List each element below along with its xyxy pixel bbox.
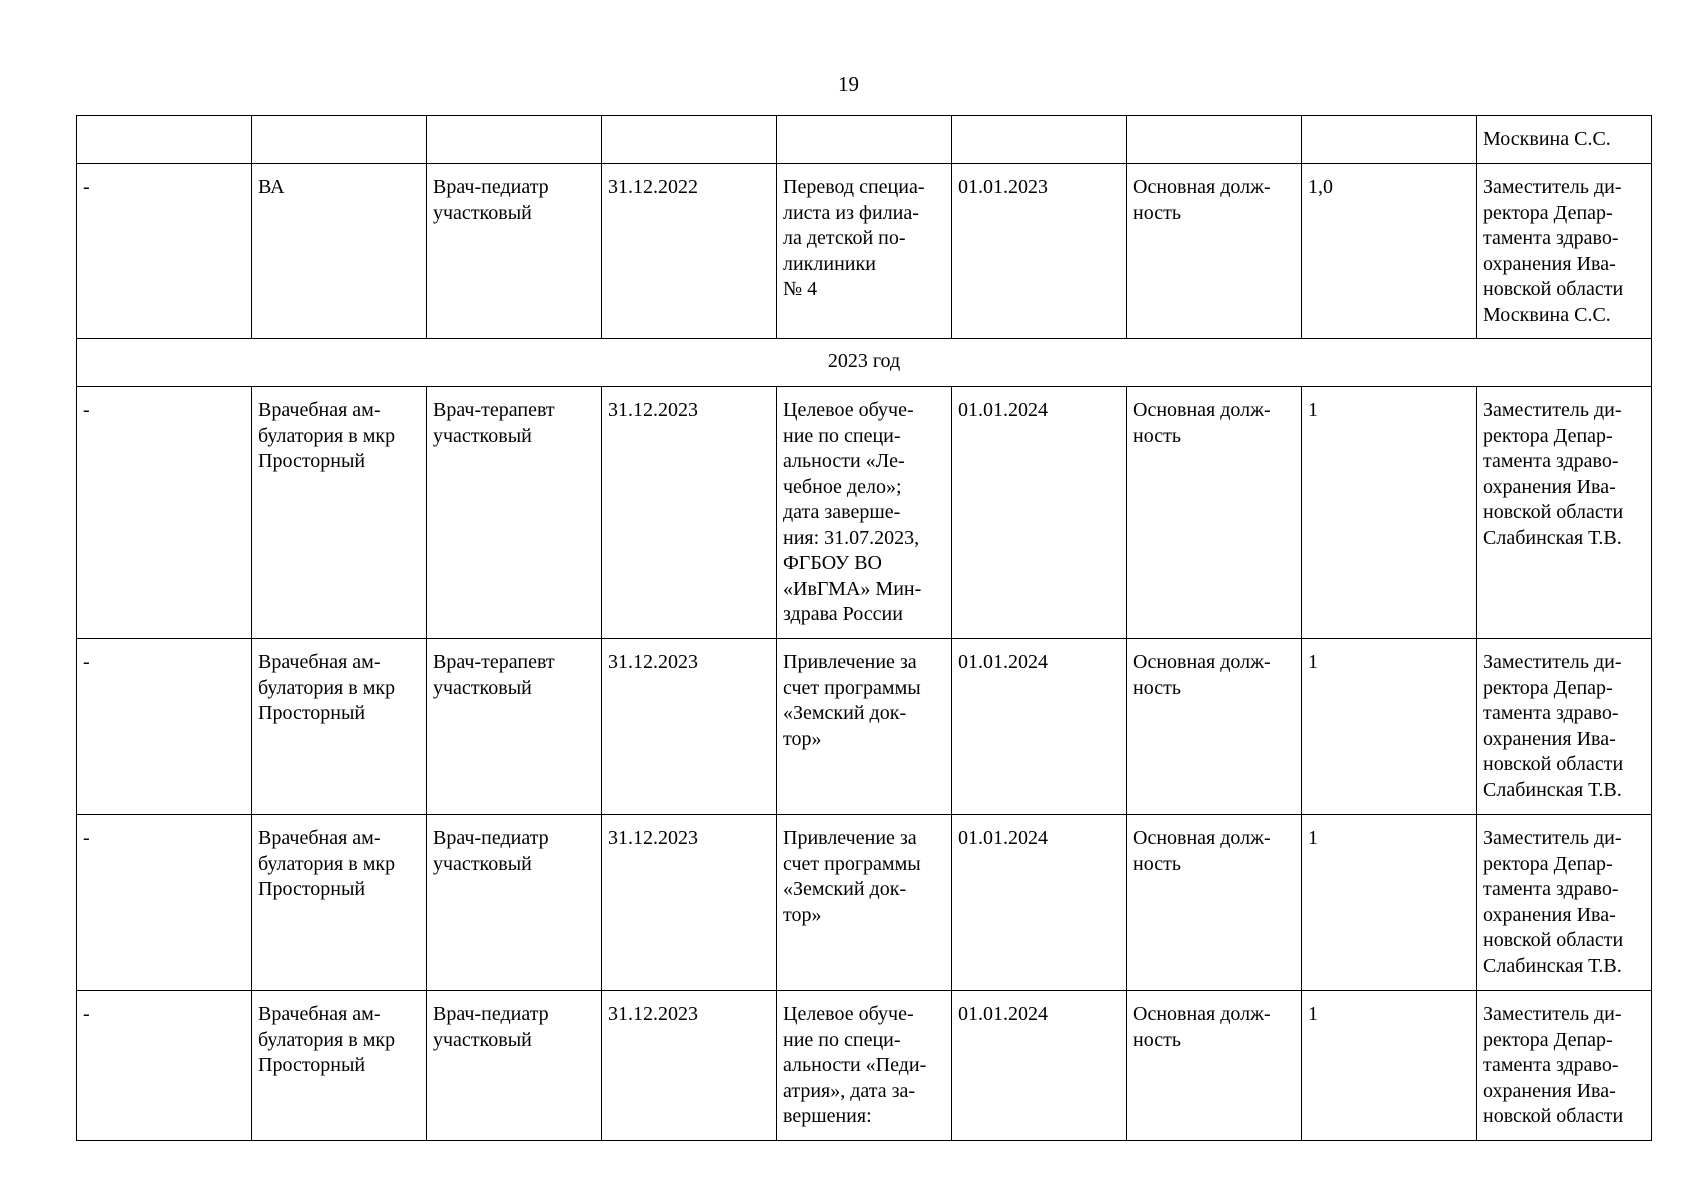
cell-position-type: Основная долж- ность (1127, 164, 1302, 339)
cell-dash: - (77, 639, 252, 815)
cell-rate: 1 (1302, 639, 1477, 815)
cell-vacancy-date (602, 116, 777, 164)
staffing-table (76, 115, 1652, 1141)
cell-vacancy-date: 31.12.2023 (602, 815, 777, 991)
cell-responsible: Заместитель ди- ректора Депар- тамента здраво- охранения Ива- новской области (1477, 991, 1652, 1141)
cell-responsible: Заместитель ди- ректора Депар- тамента здраво- охранения Ива- новской области Слабинская Т.В. (1477, 815, 1652, 991)
cell-dash: - (77, 164, 252, 339)
cell-vacancy-date: 31.12.2022 (602, 164, 777, 339)
table-row (77, 815, 1652, 991)
cell-rate: 1 (1302, 815, 1477, 991)
cell-hire-date (952, 116, 1127, 164)
table-row (77, 116, 1652, 164)
cell-responsible: Москвина С.С. (1477, 116, 1652, 164)
table-row (77, 164, 1652, 339)
cell-responsible: Заместитель ди- ректора Депар- тамента здраво- охранения Ива- новской области Москвина С.С. (1477, 164, 1652, 339)
cell-staffing-source: Привлечение за счет программы «Земский док- тор» (777, 639, 952, 815)
cell-dash: - (77, 815, 252, 991)
cell-rate: 1,0 (1302, 164, 1477, 339)
cell-staffing-source: Перевод специа- листа из филиа- ла детской по- ликлиники № 4 (777, 164, 952, 339)
table-row (77, 387, 1652, 639)
cell-facility (252, 116, 427, 164)
cell-position-type: Основная долж- ность (1127, 639, 1302, 815)
cell-staffing-source: Целевое обуче- ние по специ- альности «Ле- чебное дело»; дата заверше- ния: 31.07.2023, ФГБОУ ВО «ИвГМА» Мин- здрава России (777, 387, 952, 639)
cell-position-type: Основная долж- ность (1127, 991, 1302, 1141)
cell-facility: Врачебная ам- булатория в мкр Просторный (252, 991, 427, 1141)
table-body (77, 116, 1652, 1141)
cell-facility: Врачебная ам- булатория в мкр Просторный (252, 815, 427, 991)
cell-responsible: Заместитель ди- ректора Депар- тамента здраво- охранения Ива- новской области Слабинская Т.В. (1477, 387, 1652, 639)
cell-hire-date: 01.01.2024 (952, 639, 1127, 815)
table-row (77, 991, 1652, 1141)
cell-facility: Врачебная ам- булатория в мкр Просторный (252, 639, 427, 815)
cell-staffing-source: Целевое обуче- ние по специ- альности «Педи- атрия», дата за- вершения: (777, 991, 952, 1141)
year-row (77, 339, 1652, 387)
cell-dash (77, 116, 252, 164)
cell-hire-date: 01.01.2023 (952, 164, 1127, 339)
cell-vacancy-date: 31.12.2023 (602, 387, 777, 639)
cell-vacancy-date: 31.12.2023 (602, 639, 777, 815)
cell-position: Врач-терапевт участковый (427, 639, 602, 815)
cell-dash: - (77, 387, 252, 639)
cell-hire-date: 01.01.2024 (952, 991, 1127, 1141)
cell-responsible: Заместитель ди- ректора Депар- тамента здраво- охранения Ива- новской области Слабинская Т.В. (1477, 639, 1652, 815)
cell-staffing-source (777, 116, 952, 164)
cell-facility: ВА (252, 164, 427, 339)
cell-position: Врач-терапевт участковый (427, 387, 602, 639)
cell-facility: Врачебная ам- булатория в мкр Просторный (252, 387, 427, 639)
cell-position-type (1127, 116, 1302, 164)
cell-position: Врач-педиатр участковый (427, 991, 602, 1141)
cell-rate: 1 (1302, 387, 1477, 639)
page-number: 19 (838, 72, 859, 96)
cell-dash: - (77, 991, 252, 1141)
year-label: 2023 год (77, 339, 1652, 387)
cell-position-type: Основная долж- ность (1127, 815, 1302, 991)
cell-vacancy-date: 31.12.2023 (602, 991, 777, 1141)
cell-staffing-source: Привлечение за счет программы «Земский док- тор» (777, 815, 952, 991)
cell-hire-date: 01.01.2024 (952, 815, 1127, 991)
cell-position (427, 116, 602, 164)
cell-hire-date: 01.01.2024 (952, 387, 1127, 639)
cell-position-type: Основная долж- ность (1127, 387, 1302, 639)
cell-position: Врач-педиатр участковый (427, 815, 602, 991)
table-row (77, 639, 1652, 815)
cell-position: Врач-педиатр участковый (427, 164, 602, 339)
cell-rate (1302, 116, 1477, 164)
cell-rate: 1 (1302, 991, 1477, 1141)
